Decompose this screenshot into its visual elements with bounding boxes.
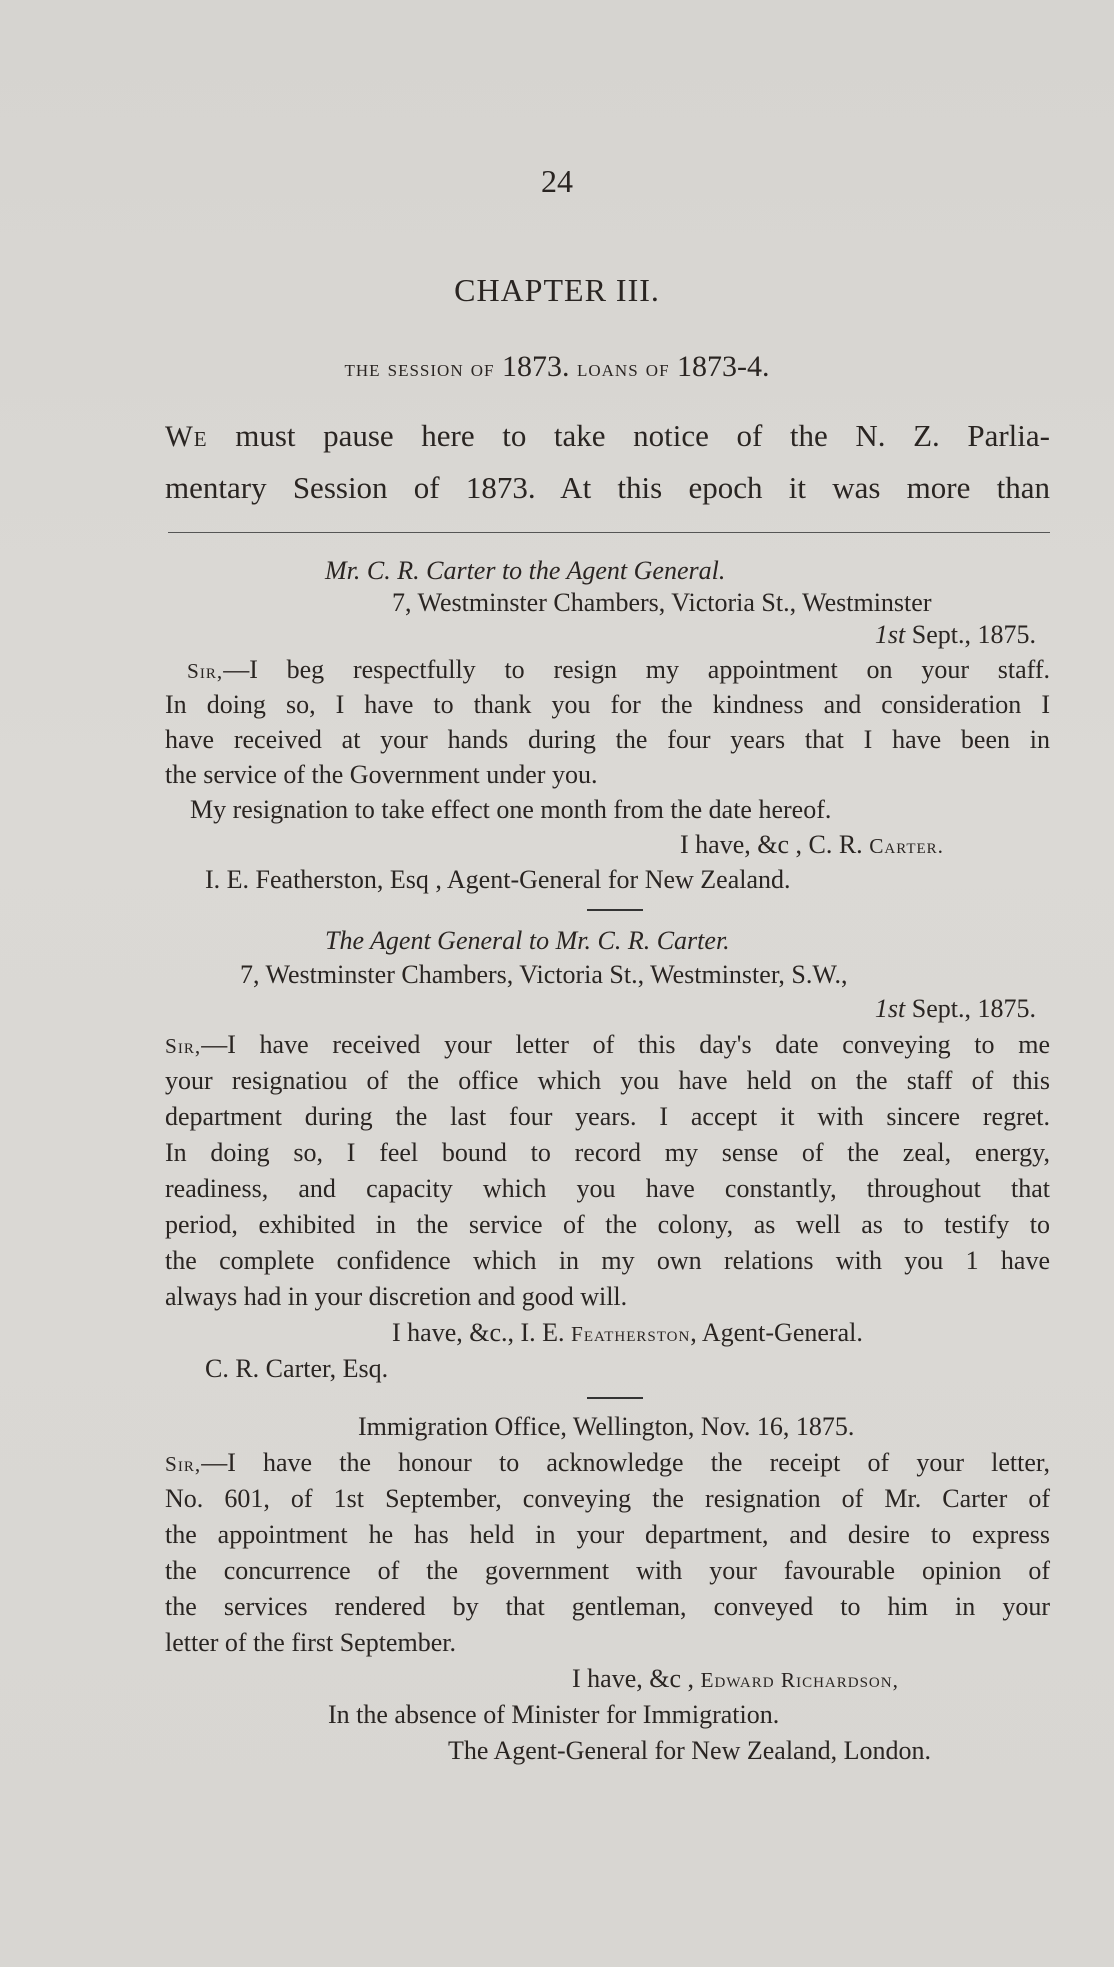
letter2-line-3: department during the last four years. I accept it with sincere regret. [165, 1102, 1050, 1131]
letter3-signoff-text: I have, &c , [572, 1664, 701, 1693]
letter2-line-6: period, exhibited in the service of the colony, as well as to testify to [165, 1210, 1050, 1239]
letter1-line-3: have received at your hands during the four years that I have been in [165, 725, 1050, 754]
letter1-signoff-name: Carter. [869, 834, 944, 858]
letter2-heading: The Agent General to Mr. C. R. Carter. [325, 926, 730, 955]
letter1-address: 7, Westminster Chambers, Victoria St., Westminster [392, 588, 932, 617]
chapter-subtitle [0, 350, 1114, 384]
letter2-line-8: always had in your discretion and good will. [165, 1282, 628, 1311]
letter2-date-rest: Sept., 1875. [905, 994, 1036, 1023]
letter1-line-4: the service of the Government under you. [165, 760, 598, 789]
letter3-address: Immigration Office, Wellington, Nov. 16, 1875. [358, 1412, 855, 1441]
letter3-line-3: the appointment he has held in your department, and desire to express [165, 1520, 1050, 1549]
letter1-line-1-text: —I beg respectfully to resign my appointment on your staff. [223, 655, 1050, 684]
letter1-signoff-text: I have, &c , C. R. [680, 830, 870, 859]
letter1-line-5: My resignation to take effect one month from the date hereof. [190, 795, 832, 824]
letter2-line-5: readiness, and capacity which you have constantly, throughout that [165, 1174, 1050, 1203]
letter3-line-6: letter of the first September. [165, 1628, 456, 1657]
letter2-address: 7, Westminster Chambers, Victoria St., Westminster, S.W., [240, 960, 848, 989]
letter3-line-2: No. 601, of 1st September, conveying the resignation of Mr. Carter of [165, 1484, 1050, 1513]
intro-line1-rest: must pause here to take notice of the N. Z. Parlia- [207, 418, 1050, 453]
section-rule [168, 532, 1050, 533]
letter1-line-2: In doing so, I have to thank you for the kindness and consideration I [165, 690, 1050, 719]
letter3-salutation: Sir, [165, 1452, 202, 1476]
letter3-signoff [572, 1664, 899, 1694]
letter1-line-1 [187, 655, 1050, 685]
letter1-date-rest: Sept., 1875. [905, 620, 1036, 649]
letter2-date [875, 994, 1036, 1024]
letter1-heading: Mr. C. R. Carter to the Agent General. [325, 556, 726, 585]
page-number: 24 [541, 163, 573, 199]
letter1-date [875, 620, 1036, 650]
letter3-line-5: the services rendered by that gentleman, conveyed to him in your [165, 1592, 1050, 1621]
subtitle-year1: 1873. [494, 350, 577, 383]
intro-line-2: mentary Session of 1873. At this epoch it was more than [165, 470, 1050, 505]
intro-line-1 [165, 418, 1050, 454]
letter2-line-2: your resignatiou of the office which you have held on the staff of this [165, 1066, 1050, 1095]
subtitle-part2: loans of [576, 355, 670, 382]
letter3-line-4: the concurrence of the government with your favourable opinion of [165, 1556, 1050, 1585]
letter2-signoff [392, 1318, 863, 1348]
letter2-signoff-rest: , Agent-General. [690, 1318, 863, 1347]
separator-rule-2 [587, 1397, 643, 1399]
letter2-signoff-text: I have, &c., I. E. [392, 1318, 572, 1347]
letter2-line-1-text: —I have received your letter of this day's date conveying to me [201, 1030, 1050, 1059]
separator-rule-1 [587, 909, 643, 911]
letter2-date-ordinal: 1st [874, 994, 906, 1023]
letter3-line-1-text: —I have the honour to acknowledge the receipt of your letter, [201, 1448, 1050, 1477]
letter1-salutation: Sir, [187, 659, 224, 683]
letter1-addressee: I. E. Featherston, Esq , Agent-General for New Zealand. [205, 865, 791, 894]
letter2-addressee: C. R. Carter, Esq. [205, 1354, 389, 1383]
letter3-addressee: The Agent-General for New Zealand, London. [448, 1736, 931, 1765]
subtitle-year2: 1873-4. [669, 350, 770, 383]
letter1-date-ordinal: 1st [874, 620, 906, 649]
letter2-line-7: the complete confidence which in my own relations with you 1 have [165, 1246, 1050, 1275]
subtitle-part1: the session of [344, 355, 495, 382]
letter1-signoff [680, 830, 944, 860]
letter2-line-4: In doing so, I feel bound to record my sense of the zeal, energy, [165, 1138, 1050, 1167]
letter2-salutation: Sir, [165, 1034, 202, 1058]
letter2-signoff-name: Featherston [571, 1322, 691, 1346]
letter3-signoff-name: Edward Richardson, [700, 1668, 899, 1692]
intro-first-word: We [165, 421, 208, 453]
letter2-line-1 [165, 1030, 1050, 1060]
chapter-title: CHAPTER III. [454, 272, 660, 308]
letter3-line-1 [165, 1448, 1050, 1478]
letter3-absence-line: In the absence of Minister for Immigration. [328, 1700, 780, 1729]
